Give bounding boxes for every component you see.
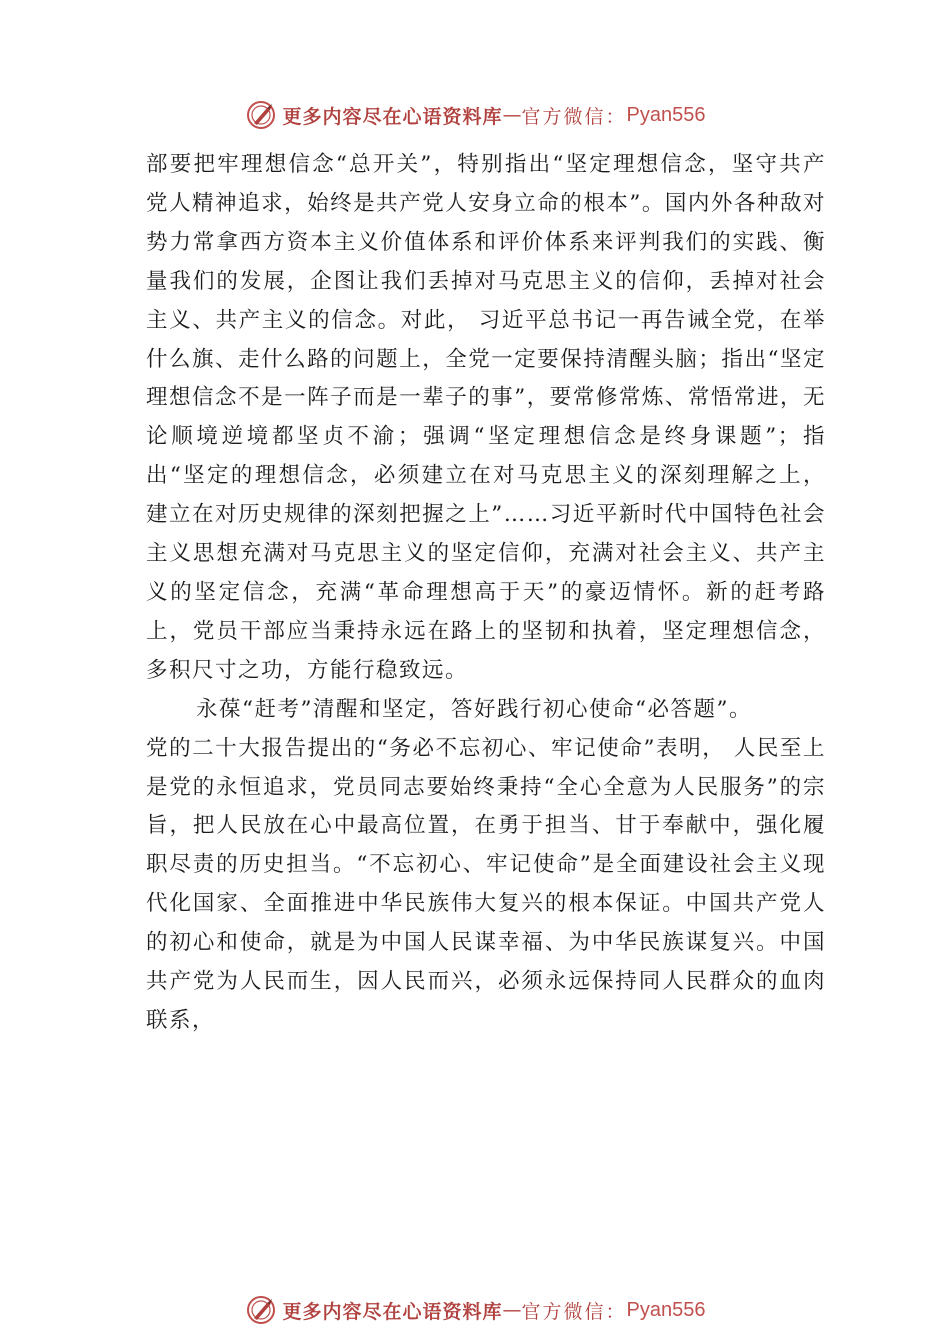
- quill-seal-icon: [245, 99, 277, 131]
- banner-label: 更多内容尽在心语资料库: [282, 1300, 503, 1323]
- banner-wechat-label: 官方微信：: [521, 1300, 627, 1323]
- banner-label: 更多内容尽在心语资料库: [282, 105, 503, 128]
- banner-separator: —: [502, 1299, 522, 1321]
- footer-banner: [0, 1290, 950, 1330]
- banner-separator: —: [502, 104, 522, 126]
- header-banner: [0, 95, 950, 135]
- paragraph-1: 部要把牢理想信念“总开关”，特别指出“坚定理想信念，坚守共产党人精神追求，始终是共产党人安身立命的根本”。国内外各种敌对势力常拿西方资本主义价值体系和评价体系来评判我们的实践、衡量我们的发展，企图让我们丢掉对马克思主义的信仰，丢掉对社会主义、共产主义的信念。对此， 习近平总书记一再告诫全党，在举什么旗、走什么路的问题上，全党一定要保持清醒头脑；指出“坚定理想信念不是一阵子而是一辈子的事”，要常修常炼、常悟常进，无论顺境逆境都坚贞不渝；强调“坚定理想信念是终身课题”；指出“坚定的理想信念，必须建立在对马克思主义的深刻理解之上， 建立在对历史规律的深刻把握之上”……习近平新时代中国特色社会主义思想充满对马克思主义的坚定信仰，充满对社会主义、共产主义的坚定信念，充满“革命理想高于天”的豪迈情怀。新的赶考路上，党员干部应当秉持永远在路上的坚韧和执着，坚定理想信念，多积尺寸之功，方能行稳致远。: [146, 152, 835, 683]
- paragraph-2: 党的二十大报告提出的“务必不忘初心、牢记使命”表明， 人民至上是党的永恒追求，党员同志要始终秉持“全心全意为人民服务”的宗旨，把人民放在心中最高位置，在勇于担当、甘于奉献中，强化履职尽责的历史担当。“不忘初心、牢记使命”是全面建设社会主义现代化国家、全面推进中华民族伟大复兴的根本保证。中国共产党人的初心和使命，就是为中国人民谋幸福、为中华民族谋复兴。中国共产党为人民而生，因人民而兴，必须永远保持同人民群众的血肉联系，: [146, 735, 826, 1033]
- banner-wechat-label: 官方微信：: [521, 105, 627, 128]
- paragraph-2-heading: 永葆“赶考”清醒和坚定，答好践行初心使命“必答题”。: [196, 696, 752, 722]
- banner-account: Pyan556: [626, 1298, 706, 1321]
- quill-seal-icon: [245, 1294, 277, 1326]
- document-body: [146, 146, 835, 1041]
- banner-account: Pyan556: [626, 103, 706, 126]
